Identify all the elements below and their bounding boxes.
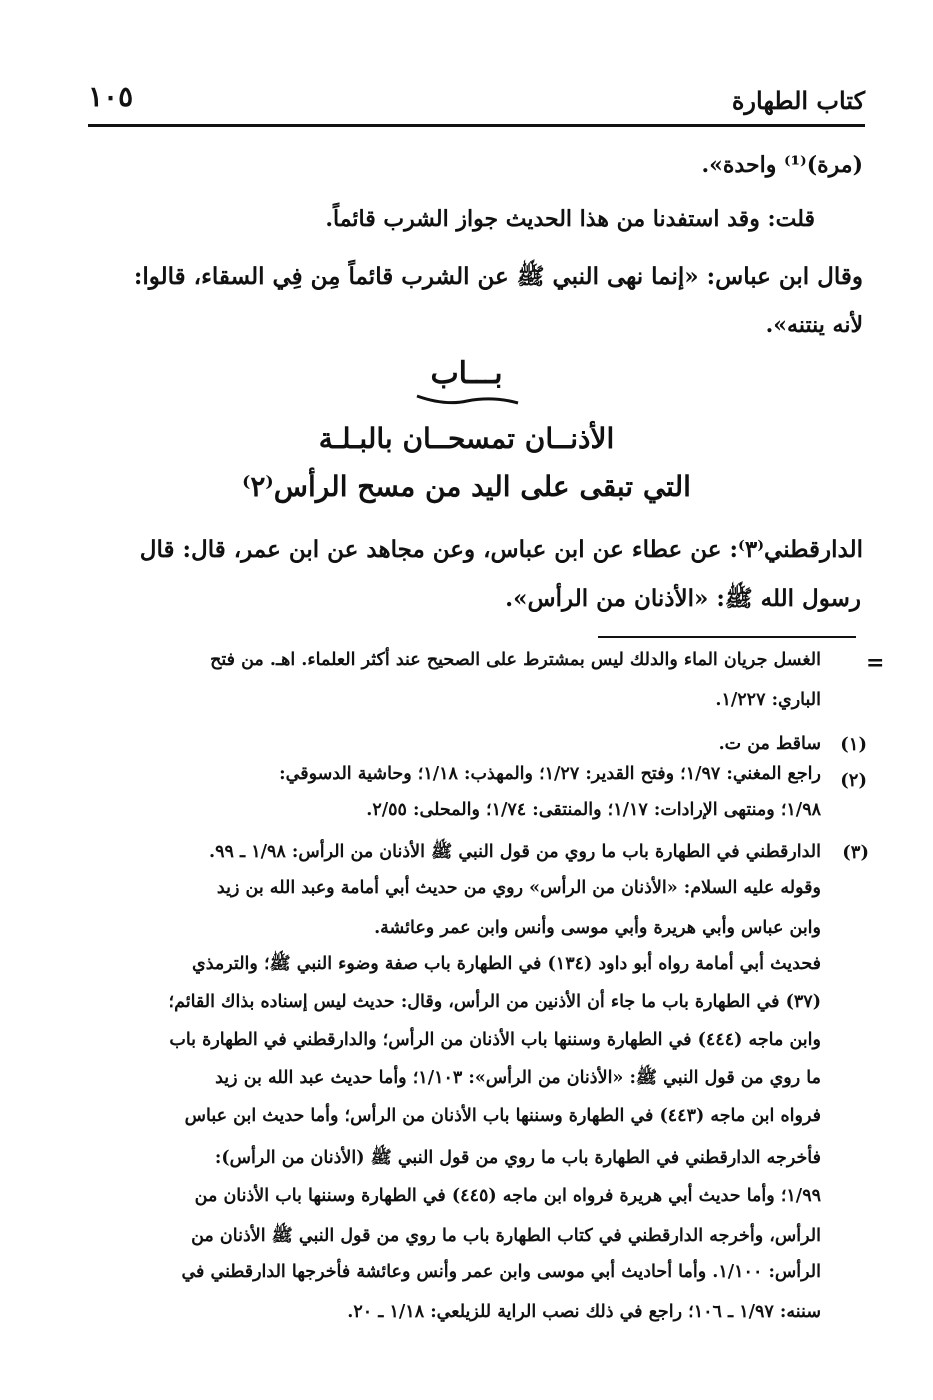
footnote-3-line-7: ما روي من قول النبي ﷺ: «الأذنان من الرأس»: ١/١٠٣؛ وأما حديث عبد الله بن زيد — [215, 1068, 821, 1088]
footnote-number-2: (٢) — [840, 770, 867, 791]
chapter-swash-ornament — [415, 392, 520, 406]
footnote-2-line-2: ١/٩٨؛ ومنتهى الإرادات: ١/١٧؛ والمنتقى: ١/٧٤؛ والمحلى: ٢/٥٥. — [366, 800, 821, 820]
body-line-3: وقال ابن عباس: «إنما نهى النبي ﷺ عن الشرب قائماً مِن فِي السقاء، قالوا: — [133, 263, 863, 290]
footnote-3-line-8: فرواه ابن ماجه (٤٤٣) في الطهارة وسننها باب الأذنان من الرأس؛ وأما حديث ابن عباس — [184, 1106, 821, 1126]
chapter-title-line-2: التي تبقى على اليد من مسح الرأس⁽٢⁾ — [242, 470, 691, 503]
running-head-title: كتاب الطهارة — [731, 86, 865, 115]
footnote-3-line-10: ١/٩٩؛ وأما حديث أبي هريرة فرواه ابن ماجه (٤٤٥) في الطهارة وسننها باب الأذنان من — [194, 1186, 821, 1206]
footnote-3-line-5: (٣٧) في الطهارة باب ما جاء أن الأذنين من الرأس، وقال: حديث ليس إسناده بذاك القائم؛ — [168, 992, 821, 1012]
hadith-line-1: الدارقطني⁽٣⁾: عن عطاء عن ابن عباس، وعن مجاهد عن ابن عمر، قال: قال — [139, 536, 863, 563]
footnote-3-line-11: الرأس، وأخرجه الدارقطني في كتاب الطهارة باب ما روي من قول النبي ﷺ الأذنان من — [191, 1226, 821, 1246]
footnote-cont-line-2: الباري: ١/٢٢٧. — [715, 690, 821, 710]
body-line-2: قلت: وقد استفدنا من هذا الحديث جواز الشرب قائماً. — [325, 206, 815, 232]
chapter-word: بـــاب — [430, 356, 503, 391]
footnote-3-line-6: وابن ماجه (٤٤٤) في الطهارة وسننها باب الأذنان من الرأس؛ والدارقطني في الطهارة باب — [169, 1030, 821, 1050]
chapter-title-line-1: الأذنــان تمسحــان بالبـلـة — [318, 422, 615, 455]
footnote-3-line-1: الدارقطني في الطهارة باب ما روي من قول النبي ﷺ الأذنان من الرأس: ١/٩٨ ـ ٩٩. — [208, 842, 821, 862]
footnote-2-line-1: راجع المغني: ١/٩٧؛ وفتح القدير: ١/٢٧؛ والمهذب: ١/١٨؛ وحاشية الدسوقي: — [279, 764, 821, 784]
footnote-rule — [598, 636, 856, 638]
page-number: ١٠٥ — [88, 80, 134, 113]
footnote-3-line-12: الرأس: ١/١٠٠. وأما أحاديث أبي موسى وابن عمر وأنس وعائشة فأخرجها الدارقطني في — [181, 1262, 821, 1282]
footnote-3-line-13: سننه: ١/٩٧ ـ ١٠٦؛ راجع في ذلك نصب الراية للزيلعي: ١/١٨ ـ ٢٠. — [347, 1302, 821, 1322]
body-line-4: لأنه ينتنه». — [765, 312, 863, 338]
hadith-line-2: رسول الله ﷺ: «الأذنان من الرأس». — [505, 585, 861, 612]
footnote-3-line-3: وابن عباس وأبي هريرة وأبي موسى وأنس وابن عمر وعائشة. — [374, 918, 821, 938]
footnote-number-3: (٣) — [842, 842, 869, 863]
footnote-number-1: (١) — [840, 734, 867, 755]
footnote-3-line-2: وقوله عليه السلام: «الأذنان من الرأس» روي من حديث أبي أمامة وعبد الله بن زيد — [216, 878, 821, 898]
footnote-cont-line-1: الغسل جريان الماء والدلك ليس بمشترط على الصحيح عند أكثر العلماء. اهـ. من فتح — [210, 650, 821, 670]
footnote-3-line-9: فأخرجه الدارقطني في الطهارة باب ما روي من قول النبي ﷺ (الأذنان من الرأس): — [214, 1148, 821, 1168]
body-line-1: (مرة)⁽¹⁾ واحدة». — [701, 152, 863, 178]
footnote-continued-marker: = — [866, 650, 885, 676]
footnote-1: ساقط من ت. — [718, 734, 821, 754]
footnote-3-line-4: فحديث أبي أمامة رواه أبو داود (١٣٤) في الطهارة باب صفة وضوء النبي ﷺ؛ والترمذي — [192, 954, 821, 974]
header-rule — [88, 124, 865, 127]
